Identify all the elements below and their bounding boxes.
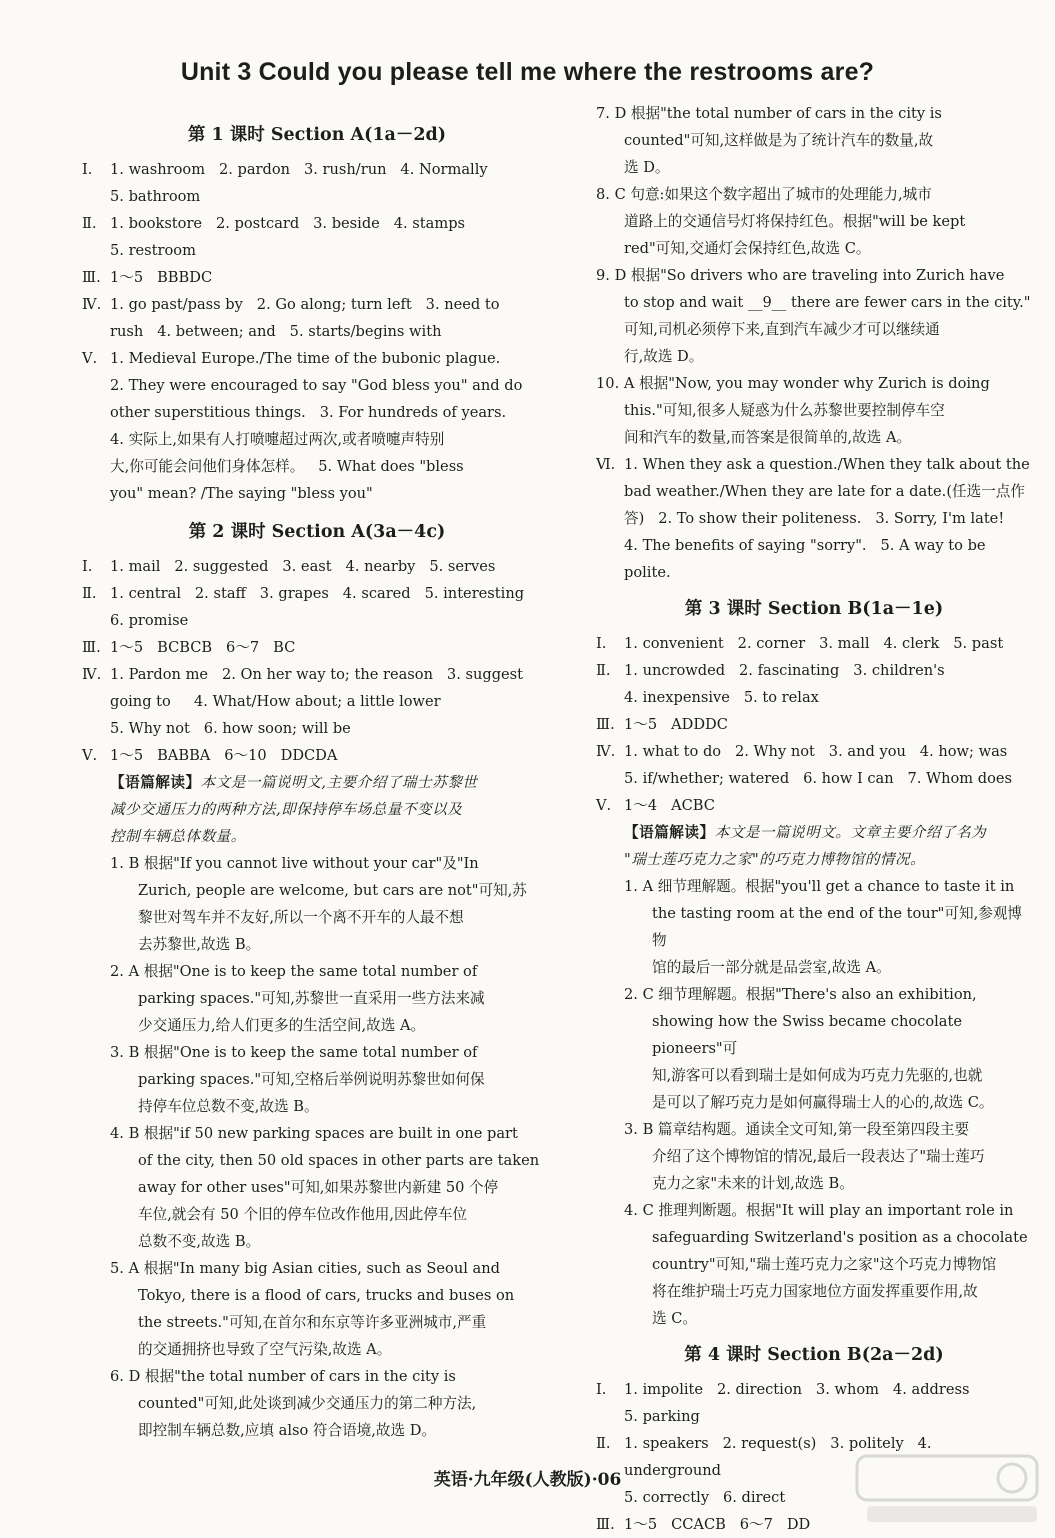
note-line: "瑞士莲巧克力之家"的巧克力博物馆的情况。 <box>624 851 926 868</box>
explanations-continued <box>596 100 1032 451</box>
answer-label <box>596 478 624 505</box>
answer-line <box>596 684 1032 711</box>
explanation-line: to stop and wait __9__ there are fewer cars in the city." <box>624 294 1031 311</box>
explanation-line: parking spaces."可知,空格后举例说明苏黎世如何保 <box>138 1071 485 1088</box>
answer-label: Ⅲ. <box>82 269 101 286</box>
answer-text: 大,你可能会问他们身体怎样。 5. What does "bless <box>110 458 464 475</box>
answer-text: you" mean? /The saying "bless you" <box>110 485 373 502</box>
answer-label: Ⅰ. <box>596 1381 607 1398</box>
answer-text: 1. bookstore 2. postcard 3. beside 4. stamps <box>110 215 466 232</box>
answer-text: 1. mail 2. suggested 3. east 4. nearby 5. serves <box>110 558 496 575</box>
answer-line <box>82 210 552 237</box>
answer-text: rush 4. between; and 5. starts/begins with <box>110 323 442 340</box>
answer-line <box>596 1403 1032 1430</box>
answer-text: 1. Pardon me 2. On her way to; the reason 3. suggest <box>110 666 524 683</box>
answer-line <box>596 657 1032 684</box>
explanation-line: 将在维护瑞士巧克力国家地位方面发挥重要作用,故 <box>652 1283 978 1300</box>
explanation-item <box>596 262 1032 370</box>
answer-line <box>82 156 552 183</box>
explanation-line: safeguarding Switzerland's position as a chocolate <box>652 1229 1028 1246</box>
answer-label: Ⅲ. <box>596 1516 615 1533</box>
right-column <box>596 100 1032 1538</box>
explanation-line: 8. C 句意:如果这个数字超出了城市的处理能力,城市 <box>596 186 932 203</box>
explanation-line: Zurich, people are welcome, but cars are not"可知,苏 <box>138 882 527 899</box>
answer-label <box>82 715 110 742</box>
answer-line <box>82 264 552 291</box>
explanation-item <box>624 1116 1032 1197</box>
explanation-item <box>624 873 1032 981</box>
answer-text: 1. impolite 2. direction 3. whom 4. address <box>624 1381 970 1398</box>
answer-label: Ⅵ. <box>596 456 616 473</box>
answer-label: Ⅴ. <box>82 747 98 764</box>
explanation-line: 的交通拥挤也导致了空气污染,故选 A。 <box>138 1341 392 1358</box>
answer-label: Ⅴ. <box>596 797 612 814</box>
answer-text: 1～5 CCACB 6～7 DD <box>624 1516 811 1533</box>
explanation-item <box>596 100 1032 181</box>
explanation-item <box>110 1120 552 1255</box>
answer-text: 1. washroom 2. pardon 3. rush/run 4. Normally <box>110 161 488 178</box>
answer-text: 4. 实际上,如果有人打喷嚏超过两次,或者喷嚏声特别 <box>110 431 445 448</box>
answer-line <box>596 1376 1032 1403</box>
answer-text: 1. what to do 2. Why not 3. and you 4. how; was <box>624 743 1008 760</box>
answer-text: 1～5 BBBDC <box>110 269 213 286</box>
answer-line <box>82 607 552 634</box>
explanation-item <box>596 370 1032 451</box>
answer-text: 1～5 BABBA 6～10 DDCDA <box>110 747 338 764</box>
explanation-line: 行,故选 D。 <box>624 348 704 365</box>
answer-line <box>596 532 1032 586</box>
explanation-line: 4. C 推理判断题。根据"It will play an important role in <box>624 1202 1014 1219</box>
answer-line <box>82 715 552 742</box>
note-line: 减少交通压力的两种方法,即保持停车场总量不变以及 <box>110 801 463 818</box>
explanation-line: 车位,就会有 50 个旧的停车位改作他用,因此停车位 <box>138 1206 468 1223</box>
explanation-line: 介绍了这个博物馆的情况,最后一段表达了"瑞士莲巧 <box>652 1148 985 1165</box>
answer-line <box>596 505 1032 532</box>
answer-text: 1～5 ADDDC <box>624 716 728 733</box>
answer-text: 1. go past/pass by 2. Go along; turn left 3. need to <box>110 296 500 313</box>
answer-text: other superstitious things. 3. For hundreds of years. <box>110 404 507 421</box>
answer-label <box>82 318 110 345</box>
answer-line <box>82 183 552 210</box>
answer-text: 1～4 ACBC <box>624 797 715 814</box>
page-footer: 英语·九年级(人教版)·06 <box>433 1470 622 1490</box>
explanation-item <box>624 981 1032 1116</box>
explanation-line: counted"可知,此处谈到减少交通压力的第二种方法, <box>138 1395 477 1412</box>
note-line: 【语篇解读】本文是一篇说明文,主要介绍了瑞士苏黎世 <box>110 774 478 791</box>
explanation-line: 9. D 根据"So drivers who are traveling into Zurich have <box>596 267 1005 284</box>
answer-label <box>82 453 110 480</box>
explanation-line: 黎世对驾车并不友好,所以一个离不开车的人最不想 <box>138 909 464 926</box>
explanation-line: 2. C 细节理解题。根据"There's also an exhibition, <box>624 986 977 1003</box>
answer-line <box>596 765 1032 792</box>
answer-line <box>82 453 552 480</box>
explanation-line: 少交通压力,给人们更多的生活空间,故选 A。 <box>138 1017 426 1034</box>
watermark-logo-icon <box>847 1450 1047 1528</box>
explanation-line: the tasting room at the end of the tour"可知,参观博物 <box>652 905 1023 949</box>
answer-text: 1. uncrowded 2. fascinating 3. children's <box>624 662 945 679</box>
answer-line <box>596 711 1032 738</box>
explanation-line: 3. B 根据"One is to keep the same total number of <box>110 1044 478 1061</box>
note-tag: 【语篇解读】 <box>624 824 715 841</box>
answer-text: bad weather./When they are late for a date.(任选一点作 <box>624 483 1025 500</box>
answer-line <box>82 237 552 264</box>
explanation-line: 2. A 根据"One is to keep the same total number of <box>110 963 478 980</box>
answer-label <box>82 237 110 264</box>
lesson-2-heading: 第 2 课时 Section A(3a－4c) <box>188 522 446 542</box>
explanation-line: 7. D 根据"the total number of cars in the city is <box>596 105 942 122</box>
explanation-line: this."可知,很多人疑惑为什么苏黎世要控制停车空 <box>624 402 945 419</box>
explanation-item <box>110 1039 552 1120</box>
explanation-item <box>110 1255 552 1363</box>
lesson-2-answers <box>82 553 552 769</box>
answer-text: going to 4. What/How about; a little lower <box>110 693 441 710</box>
answer-line <box>82 426 552 453</box>
answer-line <box>596 478 1032 505</box>
note-line: 【语篇解读】本文是一篇说明文。文章主要介绍了名为 <box>624 824 987 841</box>
answer-line <box>596 630 1032 657</box>
answer-label: Ⅲ. <box>82 639 101 656</box>
answer-label <box>596 765 624 792</box>
answer-text: 答) 2. To show their politeness. 3. Sorry, I'm late! <box>624 510 1005 527</box>
explanation-item <box>110 850 552 958</box>
answer-text: 5. if/whether; watered 6. how I can 7. Whom does <box>624 770 1013 787</box>
answer-label <box>82 607 110 634</box>
lesson-4-heading: 第 4 课时 Section B(2a－2d) <box>684 1345 944 1365</box>
answer-label: Ⅰ. <box>596 635 607 652</box>
answer-label: Ⅲ. <box>596 716 615 733</box>
answer-text: 1. convenient 2. corner 3. mall 4. clerk 5. past <box>624 635 1004 652</box>
explanation-line: 即控制车辆总数,应填 also 符合语境,故选 D。 <box>138 1422 437 1439</box>
explanation-line: of the city, then 50 old spaces in other parts are taken <box>138 1152 540 1169</box>
answer-label <box>82 183 110 210</box>
explanation-line: the streets."可知,在首尔和东京等许多亚洲城市,严重 <box>138 1314 487 1331</box>
answer-line <box>596 451 1032 478</box>
answer-line <box>82 661 552 688</box>
answer-text: 4. inexpensive 5. to relax <box>624 689 819 706</box>
explanation-line: 可知,司机必须停下来,直到汽车减少才可以继续通 <box>624 321 940 338</box>
answer-line <box>82 399 552 426</box>
explanation-item <box>624 1197 1032 1332</box>
note-tag: 【语篇解读】 <box>110 774 201 791</box>
answer-label: Ⅱ. <box>82 585 97 602</box>
explanation-line: 持停车位总数不变,故选 B。 <box>138 1098 319 1115</box>
answer-label: Ⅱ. <box>596 1435 611 1452</box>
answer-text: 1～5 BCBCB 6～7 BC <box>110 639 296 656</box>
lesson-3-heading: 第 3 课时 Section B(1a－1e) <box>684 599 944 619</box>
answer-label <box>596 505 624 532</box>
lesson-3-explanations <box>596 873 1032 1332</box>
answer-line <box>82 372 552 399</box>
answer-text: 2. They were encouraged to say "God bless you" and do <box>110 377 523 394</box>
explanation-item <box>596 181 1032 262</box>
explanation-line: 1. A 细节理解题。根据"you'll get a chance to taste it in <box>624 878 1015 895</box>
explanation-line: 馆的最后一部分就是品尝室,故选 A。 <box>652 959 891 976</box>
explanation-line: away for other uses"可知,如果苏黎世内新建 50 个停 <box>138 1179 499 1196</box>
explanation-line: 1. B 根据"If you cannot live without your car"及"In <box>110 855 479 872</box>
answer-label: Ⅴ. <box>82 350 98 367</box>
answer-text: 4. The benefits of saying "sorry". 5. A way to be polite. <box>624 537 991 581</box>
explanation-line: counted"可知,这样做是为了统计汽车的数量,故 <box>624 132 934 149</box>
explanation-line: Tokyo, there is a flood of cars, trucks and buses on <box>138 1287 515 1304</box>
lesson-1-answers <box>82 156 552 507</box>
explanation-line: 4. B 根据"if 50 new parking spaces are built in one part <box>110 1125 518 1142</box>
answer-label: Ⅱ. <box>596 662 611 679</box>
answer-label: Ⅳ. <box>596 743 616 760</box>
explanation-item <box>110 958 552 1039</box>
answer-label <box>82 426 110 453</box>
explanation-line: 去苏黎世,故选 B。 <box>138 936 261 953</box>
answer-line <box>82 634 552 661</box>
answer-text: 5. restroom <box>110 242 196 259</box>
answer-line <box>82 345 552 372</box>
lesson-2-note <box>82 769 552 850</box>
answer-label <box>596 684 624 711</box>
section-vi-answers <box>596 451 1032 586</box>
answer-line <box>82 742 552 769</box>
note-line: 控制车辆总体数量。 <box>110 828 246 845</box>
answer-label <box>82 688 110 715</box>
explanation-item <box>110 1363 552 1444</box>
answer-text: 5. parking <box>624 1408 700 1425</box>
explanation-line: red"可知,交通灯会保持红色,故选 C。 <box>624 240 871 257</box>
answer-label <box>82 372 110 399</box>
explanation-line: 选 D。 <box>624 159 670 176</box>
explanation-line: parking spaces."可知,苏黎世一直采用一些方法来减 <box>138 990 485 1007</box>
lesson-3-note <box>596 819 1032 873</box>
answer-label: Ⅰ. <box>82 558 93 575</box>
answer-line <box>596 792 1032 819</box>
answer-label <box>82 480 110 507</box>
explanation-line: 是可以了解巧克力是如何赢得瑞士人的心的,故选 C。 <box>652 1094 994 1111</box>
explanation-line: showing how the Swiss became chocolate pioneers"可 <box>652 1013 962 1057</box>
lesson-2-explanations <box>82 850 552 1444</box>
explanation-line: 3. B 篇章结构题。通读全文可知,第一段至第四段主要 <box>624 1121 970 1138</box>
answer-text: 1. central 2. staff 3. grapes 4. scared 5. interesting <box>110 585 525 602</box>
answer-text: 6. promise <box>110 612 189 629</box>
answer-line <box>82 580 552 607</box>
answer-text: 5. Why not 6. how soon; will be <box>110 720 351 737</box>
explanation-line: 道路上的交通信号灯将保持红色。根据"will be kept <box>624 213 966 230</box>
answer-line <box>82 688 552 715</box>
explanation-line: 克力之家"未来的计划,故选 B。 <box>652 1175 854 1192</box>
lesson-1-heading: 第 1 课时 Section A(1a－2d) <box>187 125 447 145</box>
answer-line <box>82 318 552 345</box>
explanation-line: country"可知,"瑞士莲巧克力之家"这个巧克力博物馆 <box>652 1256 997 1273</box>
explanation-line: 选 C。 <box>652 1310 697 1327</box>
answer-label: Ⅳ. <box>82 666 102 683</box>
answer-line <box>82 480 552 507</box>
answer-label <box>82 399 110 426</box>
answer-label <box>596 532 624 586</box>
explanation-line: 10. A 根据"Now, you may wonder why Zurich is doing <box>596 375 990 392</box>
answer-text: 5. correctly 6. direct <box>624 1489 786 1506</box>
answer-line <box>596 738 1032 765</box>
answer-label <box>596 1403 624 1430</box>
lesson-3-answers <box>596 630 1032 819</box>
answer-line <box>82 553 552 580</box>
answer-text: 1. Medieval Europe./The time of the bubonic plague. <box>110 350 501 367</box>
explanation-line: 间和汽车的数量,而答案是很简单的,故选 A。 <box>624 429 912 446</box>
answer-text: 1. When they ask a question./When they talk about the <box>624 456 1030 473</box>
answer-label: Ⅰ. <box>82 161 93 178</box>
explanation-line: 6. D 根据"the total number of cars in the city is <box>110 1368 456 1385</box>
explanation-line: 知,游客可以看到瑞士是如何成为巧克力先驱的,也就 <box>652 1067 983 1084</box>
answer-label: Ⅳ. <box>82 296 102 313</box>
answer-line <box>82 291 552 318</box>
explanation-line: 5. A 根据"In many big Asian cities, such as Seoul and <box>110 1260 500 1277</box>
answer-text: 1. speakers 2. request(s) 3. politely 4. underground <box>624 1435 937 1479</box>
left-column <box>82 112 552 1444</box>
page-title: Unit 3 Could you please tell me where the restrooms are? <box>180 58 875 86</box>
answer-label: Ⅱ. <box>82 215 97 232</box>
answer-text: 5. bathroom <box>110 188 201 205</box>
explanation-line: 总数不变,故选 B。 <box>138 1233 261 1250</box>
